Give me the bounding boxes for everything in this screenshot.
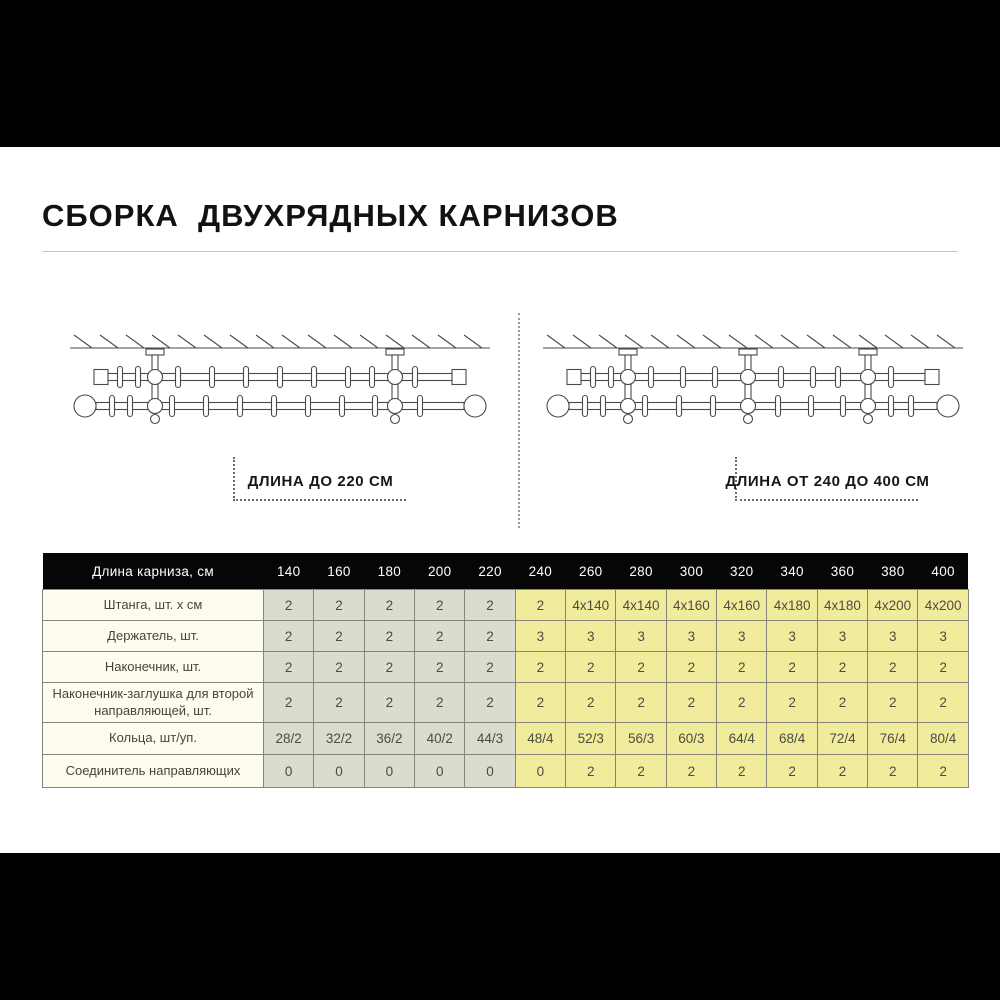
table-header-row	[43, 553, 969, 590]
cell-value: 28/2	[264, 723, 314, 755]
cell-value: 2	[817, 683, 867, 723]
cell-value: 3	[515, 621, 565, 652]
cell-value: 3	[918, 621, 968, 652]
cell-value: 2	[314, 621, 364, 652]
cell-value: 3	[717, 621, 767, 652]
column-header: 140	[264, 553, 314, 590]
page-title: СБОРКА ДВУХРЯДНЫХ КАРНИЗОВ	[42, 198, 619, 233]
cell-value: 2	[465, 652, 515, 683]
cell-value: 2	[364, 590, 414, 621]
bottom-black-band	[0, 853, 1000, 1000]
row-label: Кольца, шт/уп.	[43, 723, 264, 755]
cell-value: 52/3	[566, 723, 616, 755]
cell-value: 2	[566, 683, 616, 723]
cell-value: 2	[364, 652, 414, 683]
cell-value: 2	[767, 683, 817, 723]
cell-value: 2	[415, 652, 465, 683]
cell-value: 4x160	[717, 590, 767, 621]
cell-value: 36/2	[364, 723, 414, 755]
cell-value: 2	[515, 683, 565, 723]
cell-value: 2	[616, 683, 666, 723]
cell-value: 2	[314, 590, 364, 621]
cell-value: 0	[264, 755, 314, 788]
cell-value: 3	[616, 621, 666, 652]
table-row	[43, 590, 969, 621]
cell-value: 2	[868, 755, 918, 788]
cell-value: 2	[868, 652, 918, 683]
cell-value: 48/4	[515, 723, 565, 755]
cell-value: 2	[918, 755, 968, 788]
table-row	[43, 683, 969, 723]
cell-value: 2	[314, 683, 364, 723]
length-label-short	[233, 457, 406, 501]
table-row	[43, 755, 969, 788]
length-label-long-text: ДЛИНА ОТ 240 ДО 400 СМ	[725, 473, 930, 490]
cell-value: 2	[415, 621, 465, 652]
cell-value: 3	[566, 621, 616, 652]
column-header: 260	[566, 553, 616, 590]
cell-value: 2	[666, 652, 716, 683]
column-header: 280	[616, 553, 666, 590]
cell-value: 2	[364, 683, 414, 723]
cell-value: 2	[817, 755, 867, 788]
cell-value: 2	[717, 755, 767, 788]
cell-value: 0	[415, 755, 465, 788]
cell-value: 2	[415, 590, 465, 621]
cell-value: 80/4	[918, 723, 968, 755]
cell-value: 4x180	[767, 590, 817, 621]
cell-value: 3	[666, 621, 716, 652]
cell-value: 2	[918, 683, 968, 723]
cell-value: 2	[515, 652, 565, 683]
length-label-short-text: ДЛИНА ДО 220 СМ	[247, 473, 394, 490]
cell-value: 4x200	[918, 590, 968, 621]
row-label: Наконечник-заглушка для второй направляющей, шт.	[43, 683, 264, 723]
cell-value: 0	[465, 755, 515, 788]
diagram-separator-dotted-line	[518, 313, 520, 528]
cell-value: 2	[264, 621, 314, 652]
title-divider	[42, 251, 958, 252]
cell-value: 2	[717, 683, 767, 723]
row-label: Штанга, шт. х см	[43, 590, 264, 621]
cell-value: 0	[364, 755, 414, 788]
cell-value: 2	[264, 683, 314, 723]
cell-value: 2	[666, 755, 716, 788]
cell-value: 2	[817, 652, 867, 683]
cell-value: 44/3	[465, 723, 515, 755]
cell-value: 76/4	[868, 723, 918, 755]
column-header: 240	[515, 553, 565, 590]
cell-value: 2	[415, 683, 465, 723]
cell-value: 68/4	[767, 723, 817, 755]
cell-value: 2	[465, 621, 515, 652]
cell-value: 56/3	[616, 723, 666, 755]
column-header: 400	[918, 553, 968, 590]
table-row	[43, 723, 969, 755]
cell-value: 2	[264, 590, 314, 621]
cell-value: 2	[616, 652, 666, 683]
cell-value: 2	[465, 590, 515, 621]
cell-value: 2	[767, 652, 817, 683]
column-header: 180	[364, 553, 414, 590]
column-header: 220	[465, 553, 515, 590]
cell-value: 4x160	[666, 590, 716, 621]
row-label: Держатель, шт.	[43, 621, 264, 652]
cell-value: 4x200	[868, 590, 918, 621]
top-black-band	[0, 0, 1000, 147]
table-row	[43, 621, 969, 652]
cell-value: 2	[717, 652, 767, 683]
cell-value: 72/4	[817, 723, 867, 755]
double-rod-diagram-long	[533, 316, 973, 434]
column-header: 200	[415, 553, 465, 590]
column-header: 320	[717, 553, 767, 590]
cell-value: 4x140	[616, 590, 666, 621]
column-header: 340	[767, 553, 817, 590]
cell-value: 4x140	[566, 590, 616, 621]
cell-value: 2	[918, 652, 968, 683]
cell-value: 2	[566, 652, 616, 683]
cell-value: 2	[566, 755, 616, 788]
row-label: Наконечник, шт.	[43, 652, 264, 683]
assembly-table	[42, 553, 969, 788]
cell-value: 0	[515, 755, 565, 788]
cell-value: 2	[264, 652, 314, 683]
column-header: 160	[314, 553, 364, 590]
length-label-long	[725, 457, 930, 501]
table-row	[43, 652, 969, 683]
double-rod-diagram-short	[60, 316, 500, 434]
cell-value: 2	[616, 755, 666, 788]
column-header: 360	[817, 553, 867, 590]
cell-value: 4x180	[817, 590, 867, 621]
cell-value: 3	[767, 621, 817, 652]
cell-value: 2	[364, 621, 414, 652]
cell-value: 64/4	[717, 723, 767, 755]
cell-value: 32/2	[314, 723, 364, 755]
table-header-label: Длина карниза, см	[43, 553, 264, 590]
cell-value: 2	[515, 590, 565, 621]
cell-value: 2	[666, 683, 716, 723]
cell-value: 2	[767, 755, 817, 788]
cell-value: 0	[314, 755, 364, 788]
cell-value: 2	[314, 652, 364, 683]
column-header: 380	[868, 553, 918, 590]
cell-value: 3	[868, 621, 918, 652]
cell-value: 3	[817, 621, 867, 652]
column-header: 300	[666, 553, 716, 590]
row-label: Соединитель направляющих	[43, 755, 264, 788]
cell-value: 2	[868, 683, 918, 723]
cell-value: 40/2	[415, 723, 465, 755]
cell-value: 2	[465, 683, 515, 723]
cell-value: 60/3	[666, 723, 716, 755]
